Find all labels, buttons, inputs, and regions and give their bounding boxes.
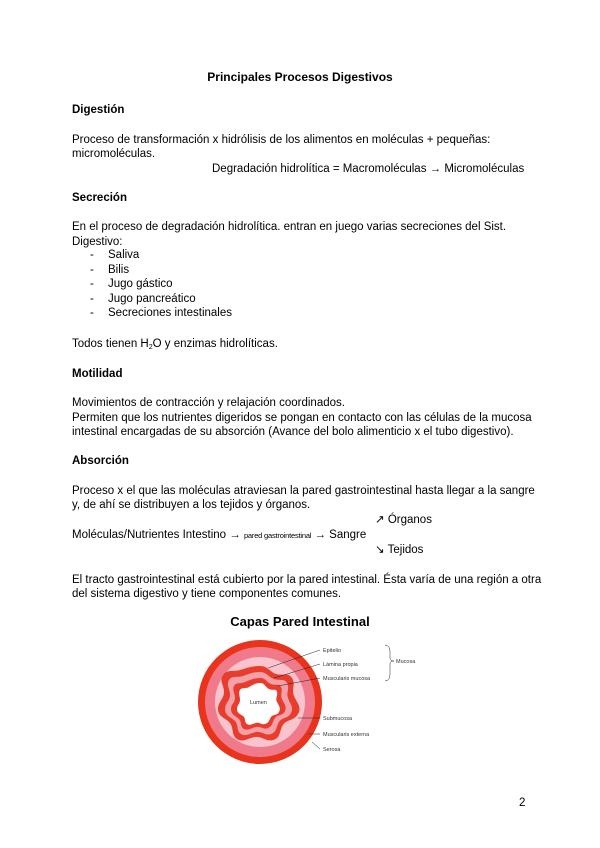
lumen-label: Lumen (250, 700, 267, 706)
secrecion-text-line1: En el proceso de degradación hidrolítica. entran en juego varias secreciones del Sist. (72, 221, 507, 233)
epitelio-label: Epitelio (323, 648, 342, 654)
motilidad-text-line3: intestinal encargadas de su absorción (Avance del bolo alimenticio x el tubo digestivo). (72, 426, 514, 438)
submucosa-label: Submucosa (323, 716, 353, 722)
muscularis-externa-label: Muscularis externa (323, 732, 370, 738)
muscularis-mucosa-label: Muscularis mucosa (323, 676, 371, 682)
absorcion-flow: Moléculas/Nutrientes Intestino → pared gastrointestinal → Sangre (72, 529, 367, 541)
intestinal-wall-diagram (190, 630, 420, 780)
heading-secrecion: Secreción (72, 192, 127, 204)
secretion-list: - Saliva - Bilis - Jugo gástico - Jugo pancreático - Secreciones intestinales (90, 249, 233, 319)
closing-text-line2: del sistema digestivo y tiene componentes comunes. (72, 588, 342, 600)
motilidad-text-line2: Permiten que los nutrientes digeridos se pongan en contacto con las células de la mucosa (72, 412, 532, 424)
figure-title: Capas Pared Intestinal (230, 614, 370, 629)
secrecion-text-line2: Digestivo: (72, 236, 123, 248)
heading-digestion: Digestión (72, 104, 125, 116)
absorcion-text-line1: Proceso x el que las moléculas atraviesan la pared gastrointestinal hasta llegar a la sangre (72, 485, 535, 497)
motilidad-text-line1: Movimientos de contracción y relajación coordinados. (72, 397, 345, 409)
absorcion-organos: ↗ Órganos (375, 514, 432, 526)
digestion-text-line2: micromoléculas. (72, 148, 156, 160)
serosa-label: Serosa (323, 747, 341, 753)
mucosa-label: Mucosa (396, 659, 416, 665)
lamina-propia-label: Lámina propia (323, 662, 358, 668)
page-number: 2 (519, 797, 526, 809)
closing-text-line1: El tracto gastrointestinal está cubierto por la pared intestinal. Ésta varía de una región a otra (72, 574, 542, 586)
page-title: Principales Procesos Digestivos (207, 70, 393, 84)
digestion-formula: Degradación hidrolítica = Macromoléculas → Micromoléculas (212, 163, 525, 175)
digestion-text-line1: Proceso de transformación x hidrólisis de los alimentos en moléculas + pequeñas: (72, 134, 491, 146)
secrecion-note: Todos tienen $H_2O$ y enzimas hidrolíticas. (72, 338, 278, 351)
heading-motilidad: Motilidad (72, 368, 123, 380)
absorcion-text-line2: y, de ahí se distribuyen a los tejidos y órganos. (72, 499, 311, 511)
absorcion-tejidos: ↘ Tejidos (375, 544, 424, 556)
heading-absorcion: Absorción (72, 455, 129, 467)
